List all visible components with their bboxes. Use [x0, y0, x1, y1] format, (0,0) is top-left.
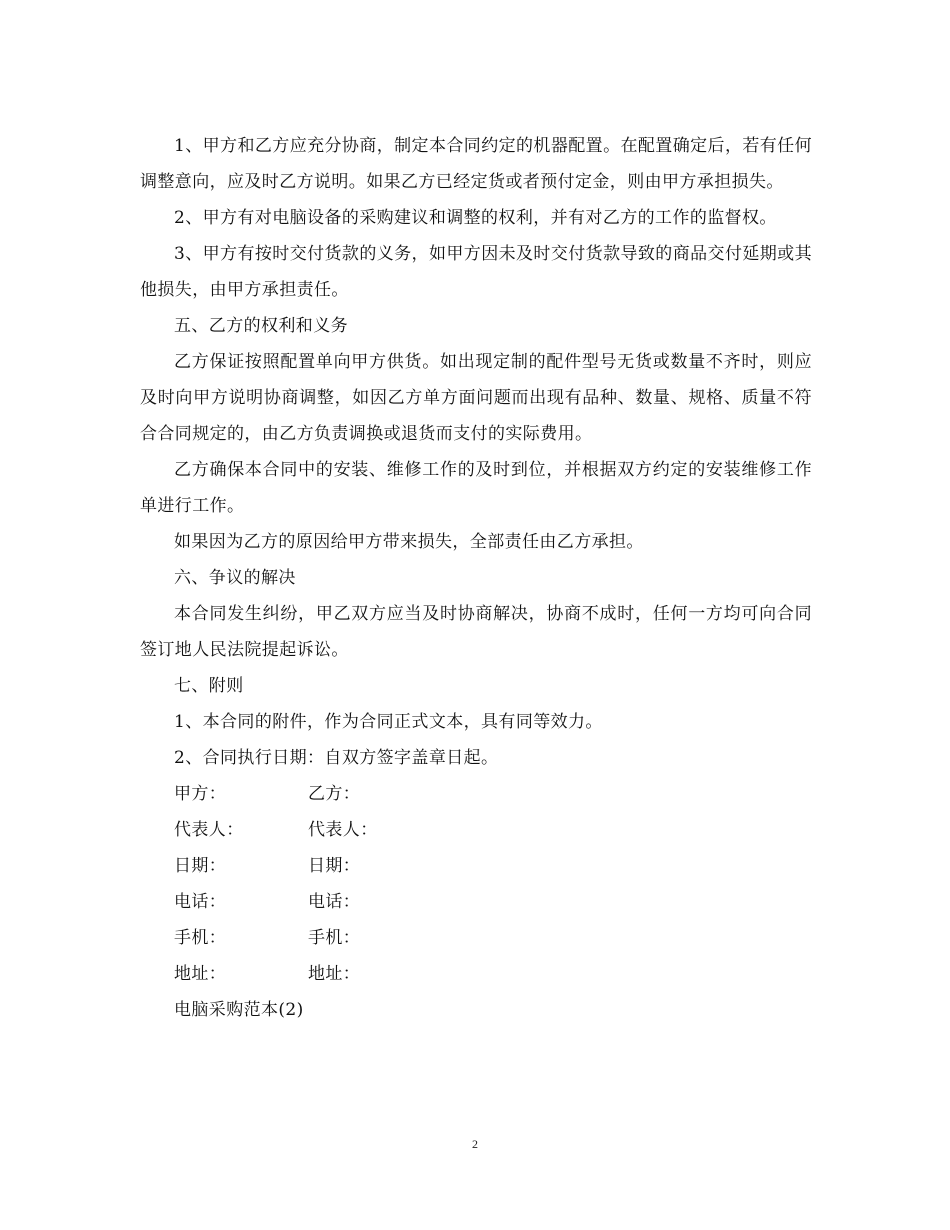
party-a-phone-label: 电话： [174, 892, 227, 912]
party-a-representative-label: 代表人： [174, 820, 244, 840]
clause-2-paragraph: 2、甲方有对电脑设备的采购建议和调整的权利，并有对乙方的工作的监督权。 [174, 208, 777, 228]
party-a-mobile-label: 手机： [174, 928, 227, 948]
page-number: 2 [472, 1137, 478, 1151]
party-b-mobile-label: 手机： [308, 928, 361, 948]
party-b-date-label: 日期： [308, 856, 361, 876]
clause-3-paragraph: 3、甲方有按时交付货款的义务，如甲方因未及时交付货款导致的商品交付延期或其他损失，由甲方承担责任。 [140, 244, 812, 300]
signature-row-phone [140, 884, 812, 920]
party-b-address-label: 地址： [308, 964, 361, 984]
appendix-clause-1-paragraph: 1、本合同的附件，作为合同正式文本，具有同等效力。 [174, 712, 603, 732]
section-five-heading: 五、乙方的权利和义务 [174, 316, 348, 336]
clause-1-paragraph: 1、甲方和乙方应充分协商，制定本合同约定的机器配置。在配置确定后，若有任何调整意向，应及时乙方说明。如果乙方已经定货或者预付定金，则由甲方承担损失。 [140, 136, 812, 192]
signature-row-representative [140, 812, 812, 848]
dispute-resolution-paragraph: 本合同发生纠纷，甲乙双方应当及时协商解决，协商不成时，任何一方均可向合同签订地人民法院提起诉讼。 [140, 604, 812, 660]
party-b-supply-paragraph: 乙方保证按照配置单向甲方供货。如出现定制的配件型号无货或数量不齐时，则应及时向甲方说明协商调整，如因乙方单方面问题而出现有品种、数量、规格、质量不符合合同规定的，由乙方负责调换或退货而支付的实际费用。 [140, 352, 812, 444]
section-seven-heading: 七、附则 [174, 676, 244, 696]
party-a-date-label: 日期： [174, 856, 227, 876]
party-a-label: 甲方： [174, 784, 227, 804]
next-template-title: 电脑采购范本(2) [174, 1000, 304, 1020]
party-b-phone-label: 电话： [308, 892, 361, 912]
signature-block [140, 776, 812, 992]
party-b-liability-paragraph: 如果因为乙方的原因给甲方带来损失，全部责任由乙方承担。 [174, 532, 644, 552]
party-a-address-label: 地址： [174, 964, 227, 984]
party-b-label: 乙方： [308, 784, 361, 804]
document-body [140, 128, 812, 1028]
signature-row-mobile [140, 920, 812, 956]
signature-row-party [140, 776, 812, 812]
party-b-representative-label: 代表人： [308, 820, 378, 840]
party-b-maintenance-paragraph: 乙方确保本合同中的安装、维修工作的及时到位，并根据双方约定的安装维修工作单进行工作。 [140, 460, 812, 516]
signature-row-date [140, 848, 812, 884]
appendix-clause-2-paragraph: 2、合同执行日期：自双方签字盖章日起。 [174, 748, 499, 768]
section-six-heading: 六、争议的解决 [174, 568, 296, 588]
signature-row-address [140, 956, 812, 992]
